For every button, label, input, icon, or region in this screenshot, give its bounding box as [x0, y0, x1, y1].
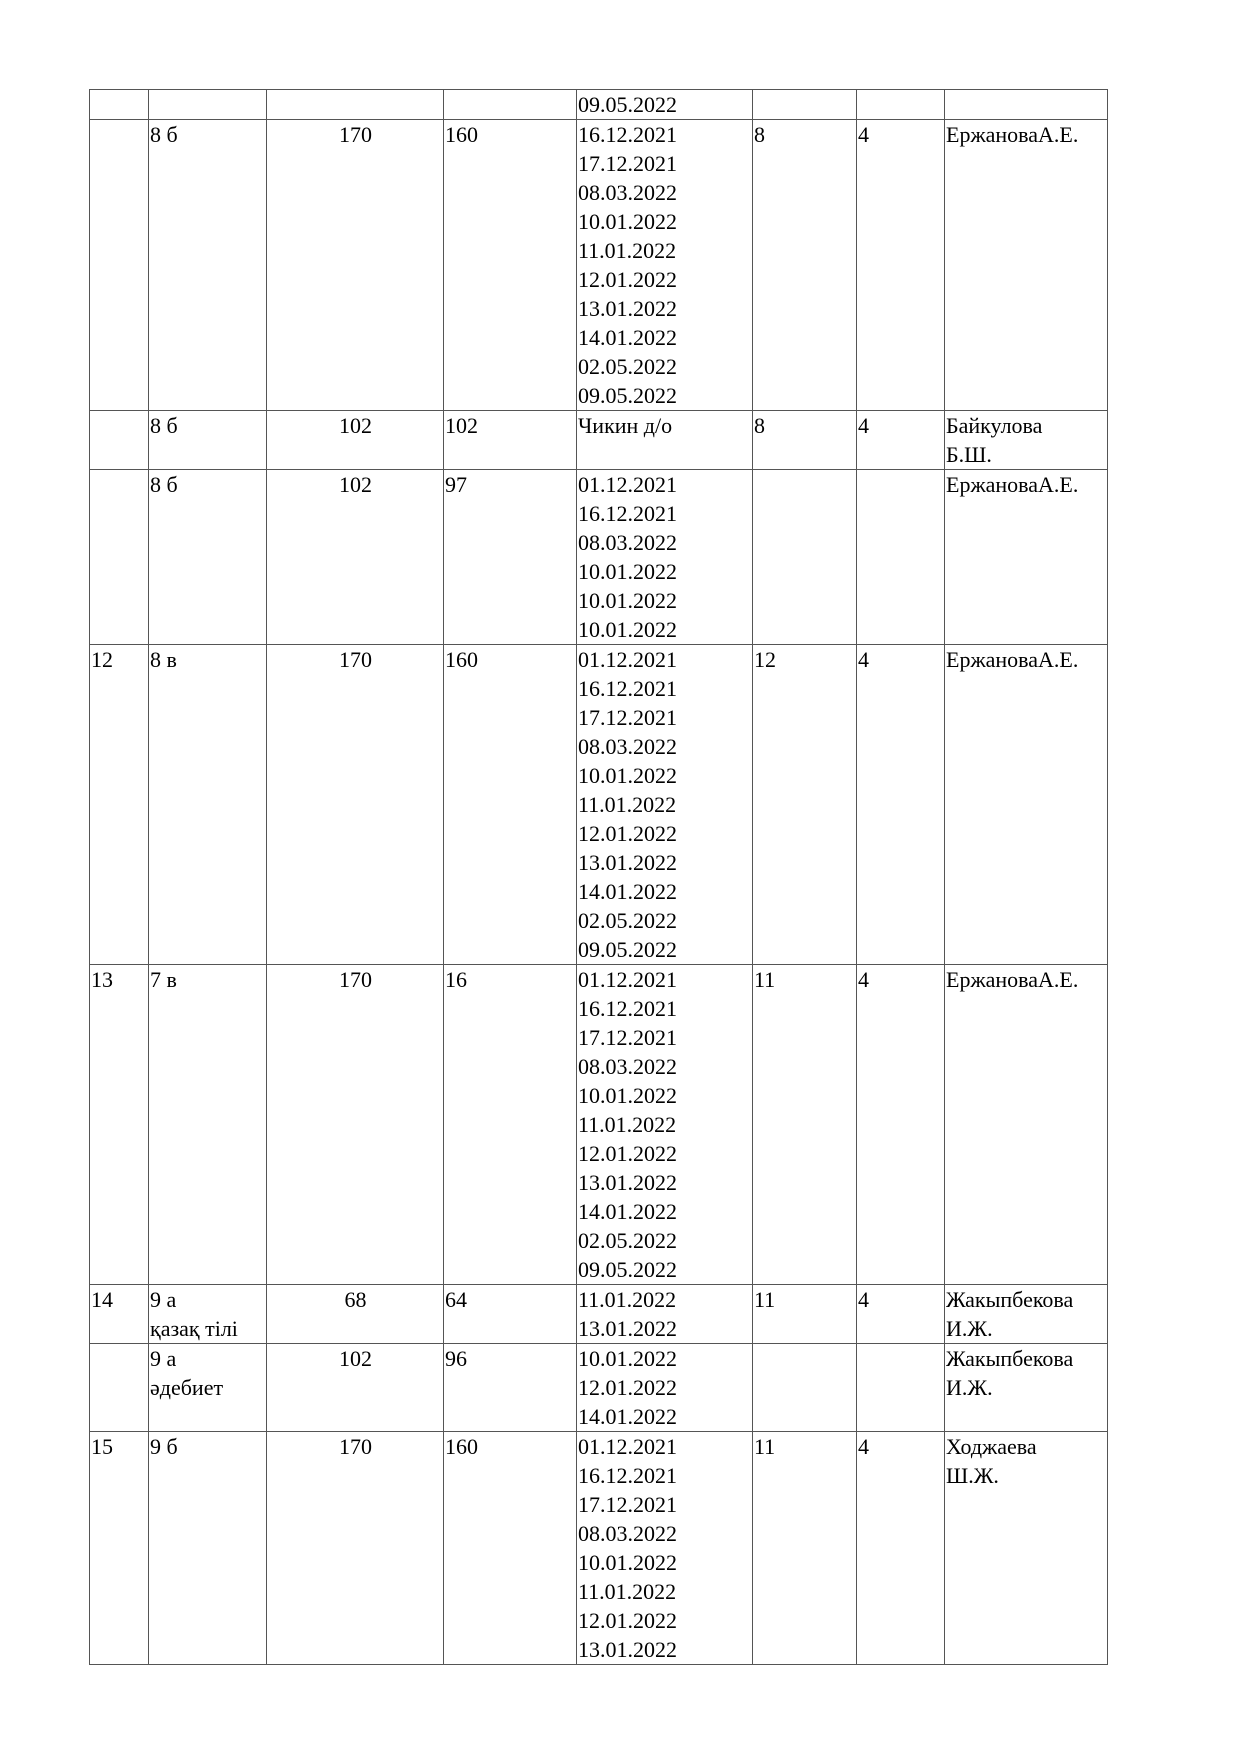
cell-cls — [149, 645, 267, 965]
cell-dates — [577, 645, 753, 965]
cell-dates-line: 02.05.2022 — [578, 354, 677, 379]
cell-dates-line: 13.01.2022 — [578, 850, 677, 875]
cell-teacher-line: ЕржановаА.Е. — [946, 472, 1079, 497]
cell-total: 102 — [267, 470, 444, 645]
cell-done: 96 — [444, 1344, 577, 1432]
cell-c7: 4 — [857, 1432, 945, 1665]
cell-dates-line: 01.12.2021 — [578, 1434, 677, 1459]
cell-dates-line: 13.01.2022 — [578, 296, 677, 321]
cell-cls-line: 8 б — [150, 122, 178, 147]
cell-c7 — [857, 1344, 945, 1432]
cell-dates-line: 09.05.2022 — [578, 937, 677, 962]
cell-no — [90, 411, 149, 470]
cell-c6: 11 — [753, 965, 857, 1285]
cell-dates-line: 12.01.2022 — [578, 267, 677, 292]
cell-no: 13 — [90, 965, 149, 1285]
cell-dates-line: 11.01.2022 — [578, 238, 677, 263]
cell-dates-line: 14.01.2022 — [578, 879, 677, 904]
cell-dates-line: 02.05.2022 — [578, 1228, 677, 1253]
cell-cls — [149, 120, 267, 411]
cell-dates-line: 10.01.2022 — [578, 1346, 677, 1371]
cell-teacher — [945, 965, 1108, 1285]
cell-c6 — [753, 90, 857, 120]
cell-cls — [149, 1432, 267, 1665]
cell-dates-line: 11.01.2022 — [578, 792, 677, 817]
cell-teacher-line: ЕржановаА.Е. — [946, 647, 1079, 672]
cell-c7: 4 — [857, 411, 945, 470]
cell-dates-line: 16.12.2021 — [578, 1463, 677, 1488]
cell-total: 170 — [267, 120, 444, 411]
cell-dates-line: 10.01.2022 — [578, 209, 677, 234]
cell-dates-line: 09.05.2022 — [578, 92, 677, 117]
cell-c6: 8 — [753, 411, 857, 470]
cell-dates-line: 11.01.2022 — [578, 1579, 677, 1604]
cell-teacher — [945, 1285, 1108, 1344]
cell-no — [90, 1344, 149, 1432]
cell-cls-line: 8 б — [150, 472, 178, 497]
table-row — [90, 645, 1108, 965]
cell-total: 170 — [267, 965, 444, 1285]
cell-dates-line: 08.03.2022 — [578, 530, 677, 555]
cell-dates-line: 08.03.2022 — [578, 1521, 677, 1546]
cell-dates-line: 12.01.2022 — [578, 1141, 677, 1166]
cell-dates-line: 02.05.2022 — [578, 908, 677, 933]
cell-no: 15 — [90, 1432, 149, 1665]
cell-teacher — [945, 470, 1108, 645]
table-row — [90, 90, 1108, 120]
cell-no — [90, 120, 149, 411]
cell-dates-line: 12.01.2022 — [578, 1608, 677, 1633]
cell-dates-line: 14.01.2022 — [578, 325, 677, 350]
cell-dates-line: 16.12.2021 — [578, 676, 677, 701]
cell-dates-line: 11.01.2022 — [578, 1112, 677, 1137]
table-row — [90, 1285, 1108, 1344]
cell-dates-line: 16.12.2021 — [578, 122, 677, 147]
cell-dates-line: Чикин д/о — [578, 413, 673, 438]
cell-total: 102 — [267, 1344, 444, 1432]
cell-dates-line: 16.12.2021 — [578, 996, 677, 1021]
cell-teacher-line: ЕржановаА.Е. — [946, 122, 1079, 147]
cell-dates-line: 17.12.2021 — [578, 1492, 677, 1517]
cell-teacher — [945, 645, 1108, 965]
table-row — [90, 470, 1108, 645]
cell-c7: 4 — [857, 1285, 945, 1344]
cell-dates — [577, 1285, 753, 1344]
cell-dates-line: 09.05.2022 — [578, 383, 677, 408]
cell-total — [267, 90, 444, 120]
cell-dates-line: 08.03.2022 — [578, 1054, 677, 1079]
data-table — [89, 89, 1108, 1665]
cell-dates — [577, 1344, 753, 1432]
cell-cls — [149, 1344, 267, 1432]
cell-dates-line: 17.12.2021 — [578, 151, 677, 176]
cell-total: 102 — [267, 411, 444, 470]
cell-cls — [149, 90, 267, 120]
cell-teacher-line: Байкулова — [946, 413, 1043, 438]
cell-c7: 4 — [857, 120, 945, 411]
cell-teacher — [945, 120, 1108, 411]
cell-dates — [577, 1432, 753, 1665]
cell-cls-line: 9 б — [150, 1434, 178, 1459]
cell-dates-line: 16.12.2021 — [578, 501, 677, 526]
cell-teacher-line: Ш.Ж. — [946, 1463, 999, 1488]
table-row — [90, 1344, 1108, 1432]
table-row — [90, 120, 1108, 411]
cell-teacher-line: И.Ж. — [946, 1375, 993, 1400]
cell-c6: 8 — [753, 120, 857, 411]
cell-cls-line: 8 в — [150, 647, 177, 672]
cell-teacher-line: ЕржановаА.Е. — [946, 967, 1079, 992]
cell-done: 160 — [444, 120, 577, 411]
cell-c7: 4 — [857, 645, 945, 965]
cell-done: 16 — [444, 965, 577, 1285]
cell-total: 170 — [267, 1432, 444, 1665]
cell-c6: 11 — [753, 1432, 857, 1665]
cell-c6 — [753, 1344, 857, 1432]
cell-teacher-line: Б.Ш. — [946, 442, 992, 467]
cell-cls — [149, 1285, 267, 1344]
cell-done — [444, 90, 577, 120]
cell-total: 68 — [267, 1285, 444, 1344]
cell-dates-line: 08.03.2022 — [578, 180, 677, 205]
cell-dates-line: 10.01.2022 — [578, 617, 677, 642]
cell-dates-line: 13.01.2022 — [578, 1316, 677, 1341]
cell-dates-line: 09.05.2022 — [578, 1257, 677, 1282]
table-body — [90, 90, 1108, 1665]
cell-dates-line: 13.01.2022 — [578, 1637, 677, 1662]
cell-c6 — [753, 470, 857, 645]
cell-dates-line: 01.12.2021 — [578, 967, 677, 992]
cell-dates-line: 14.01.2022 — [578, 1404, 677, 1429]
cell-cls — [149, 411, 267, 470]
cell-dates — [577, 411, 753, 470]
cell-cls-line: әдебиет — [150, 1375, 224, 1400]
cell-cls — [149, 470, 267, 645]
cell-dates — [577, 965, 753, 1285]
cell-c7 — [857, 470, 945, 645]
table-row — [90, 965, 1108, 1285]
cell-done: 102 — [444, 411, 577, 470]
cell-no — [90, 470, 149, 645]
cell-cls — [149, 965, 267, 1285]
table-row — [90, 411, 1108, 470]
cell-done: 64 — [444, 1285, 577, 1344]
cell-dates-line: 17.12.2021 — [578, 705, 677, 730]
cell-no — [90, 90, 149, 120]
cell-c7: 4 — [857, 965, 945, 1285]
cell-dates-line: 17.12.2021 — [578, 1025, 677, 1050]
cell-dates-line: 10.01.2022 — [578, 588, 677, 613]
cell-no: 12 — [90, 645, 149, 965]
cell-teacher — [945, 411, 1108, 470]
cell-cls-line: 9 а — [150, 1346, 177, 1371]
cell-teacher — [945, 1432, 1108, 1665]
cell-dates-line: 12.01.2022 — [578, 821, 677, 846]
cell-teacher-line: Жакыпбекова — [946, 1287, 1074, 1312]
cell-dates-line: 13.01.2022 — [578, 1170, 677, 1195]
cell-cls-line: 7 в — [150, 967, 177, 992]
cell-c6: 12 — [753, 645, 857, 965]
cell-dates-line: 10.01.2022 — [578, 1083, 677, 1108]
cell-dates — [577, 120, 753, 411]
cell-teacher — [945, 1344, 1108, 1432]
cell-dates-line: 10.01.2022 — [578, 1550, 677, 1575]
cell-teacher-line: Жакыпбекова — [946, 1346, 1074, 1371]
cell-dates-line: 10.01.2022 — [578, 763, 677, 788]
cell-no: 14 — [90, 1285, 149, 1344]
cell-dates — [577, 470, 753, 645]
cell-dates-line: 14.01.2022 — [578, 1199, 677, 1224]
cell-dates-line: 01.12.2021 — [578, 647, 677, 672]
cell-total: 170 — [267, 645, 444, 965]
cell-c7 — [857, 90, 945, 120]
cell-dates-line: 08.03.2022 — [578, 734, 677, 759]
cell-teacher — [945, 90, 1108, 120]
cell-cls-line: 9 а — [150, 1287, 177, 1312]
cell-dates-line: 12.01.2022 — [578, 1375, 677, 1400]
cell-teacher-line: И.Ж. — [946, 1316, 993, 1341]
table-row — [90, 1432, 1108, 1665]
cell-done: 160 — [444, 645, 577, 965]
cell-c6: 11 — [753, 1285, 857, 1344]
cell-cls-line: 8 б — [150, 413, 178, 438]
cell-teacher-line: Ходжаева — [946, 1434, 1037, 1459]
cell-cls-line: қазақ тілі — [150, 1316, 238, 1341]
cell-dates-line: 11.01.2022 — [578, 1287, 677, 1312]
cell-dates-line: 10.01.2022 — [578, 559, 677, 584]
cell-dates-line: 01.12.2021 — [578, 472, 677, 497]
cell-dates — [577, 90, 753, 120]
cell-done: 97 — [444, 470, 577, 645]
cell-done: 160 — [444, 1432, 577, 1665]
